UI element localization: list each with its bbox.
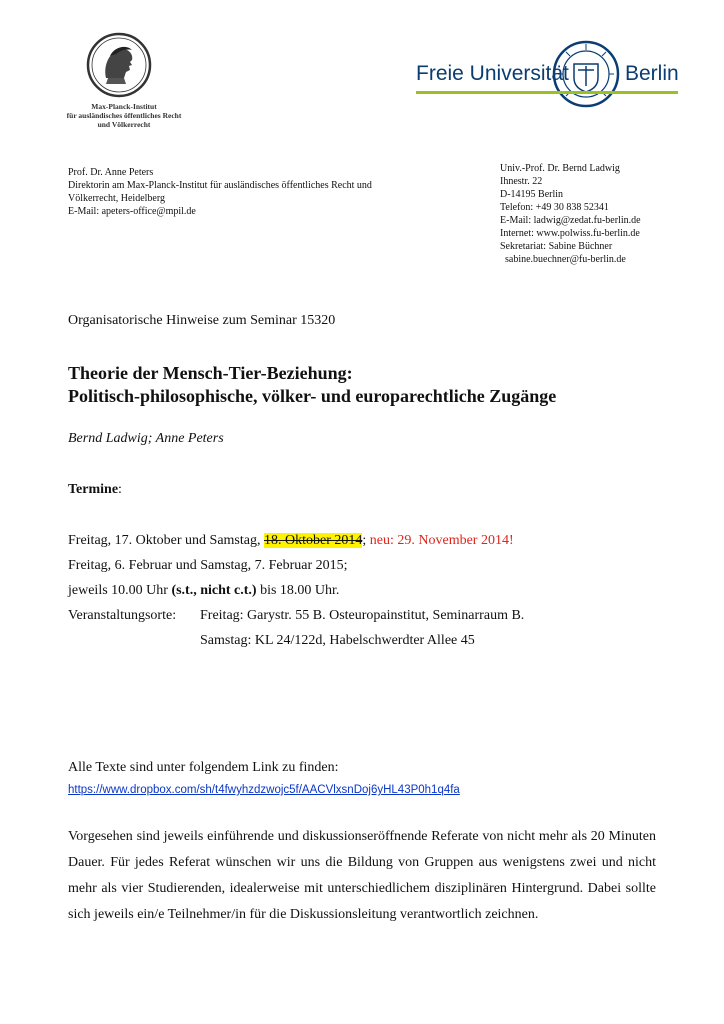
sender-right-line: Ihnestr. 22 <box>500 176 543 187</box>
termine-heading <box>68 481 122 499</box>
date-line-october <box>68 532 514 550</box>
minerva-logo <box>86 32 152 98</box>
fu-logo-text-berlin: Berlin <box>625 62 679 85</box>
venue-friday: Freitag: Garystr. 55 B. Osteuropainstitut, Seminarraum B. <box>200 608 525 623</box>
venue-line-friday <box>68 607 524 625</box>
title-line: Politisch-philosophische, völker- und europarechtliche Zugänge <box>68 386 557 406</box>
fu-logo-text: Freie Universität <box>416 62 569 85</box>
sender-left-line: Prof. Dr. Anne Peters <box>68 167 154 178</box>
venue-saturday: Samstag: KL 24/122d, Habelschwerdter Allee 45 <box>200 633 475 648</box>
time-text: bis 18.00 Uhr. <box>256 583 340 598</box>
date-line-february: Freitag, 6. Februar und Samstag, 7. Februar 2015; <box>68 558 348 573</box>
link-intro: Alle Texte sind unter folgendem Link zu finden: <box>68 760 339 775</box>
time-line <box>68 582 339 600</box>
termine-colon: : <box>118 482 122 497</box>
cancelled-date: 18. Oktober 2014 <box>263 533 363 548</box>
sender-right-email: E-Mail: ladwig@zedat.fu-berlin.de <box>500 215 641 226</box>
mpi-name-line: für ausländisches öffentliches Recht <box>66 111 182 120</box>
new-date: neu: 29. November 2014! <box>366 533 514 548</box>
dropbox-link[interactable]: https://www.dropbox.com/sh/t4fwyhzdzwojc5f/AACVlxsnDoj6yHL43P0h1q4fa <box>68 784 460 796</box>
mpi-name-line: Max-Planck-Institut <box>91 102 157 111</box>
sender-right-block <box>500 162 710 266</box>
seminar-note: Organisatorische Hinweise zum Seminar 15320 <box>68 313 336 328</box>
sender-left-block <box>68 166 428 218</box>
venues-label: Veranstaltungsorte: <box>68 608 177 623</box>
sender-right-website: Internet: www.polwiss.fu-berlin.de <box>500 228 640 239</box>
title-line: Theorie der Mensch-Tier-Beziehung: <box>68 363 353 383</box>
mpi-name-line: und Völkerrecht <box>97 120 151 129</box>
date-text: Freitag, 17. Oktober und Samstag, <box>68 533 264 548</box>
sender-right-phone: Telefon: +49 30 838 52341 <box>500 202 609 213</box>
sender-left-line: Direktorin am Max-Planck-Institut für ausländisches öffentliches Recht und <box>68 180 372 191</box>
seminar-description: Vorgesehen sind jeweils einführende und diskussionseröffnende Referate von nicht mehr als 20 Minuten Dauer. Für jedes Referat wünschen wir uns die Bildung von Gruppen aus wenigstens zwei und nicht mehr als vier Studierenden, idealerweise mit unterschiedlichem disziplinären Hintergrund. Dabei sollte sich jeweils ein/e Teilnehmer/in für die Diskussionsleitung verantwortlich zeichnen. <box>68 829 656 922</box>
sender-right-line: D-14195 Berlin <box>500 189 564 200</box>
sender-right-line: Univ.-Prof. Dr. Bernd Ladwig <box>500 163 620 174</box>
mpi-name <box>56 102 192 129</box>
time-text: jeweils 10.00 Uhr <box>68 583 172 598</box>
time-note: (s.t., nicht c.t.) <box>171 583 257 598</box>
termine-label: Termine <box>68 482 119 497</box>
fu-seal-icon <box>552 40 620 108</box>
sender-right-line: Sekretariat: Sabine Büchner <box>500 241 613 252</box>
sender-left-line: Völkerrecht, Heidelberg <box>68 193 165 204</box>
fu-logo-underline <box>416 91 678 94</box>
date-separator: ; <box>362 533 367 548</box>
document-title <box>68 362 556 408</box>
sender-right-secretary-email: sabine.buechner@fu-berlin.de <box>505 254 626 265</box>
sender-left-email: E-Mail: apeters-office@mpil.de <box>68 206 196 217</box>
authors: Bernd Ladwig; Anne Peters <box>68 431 224 446</box>
